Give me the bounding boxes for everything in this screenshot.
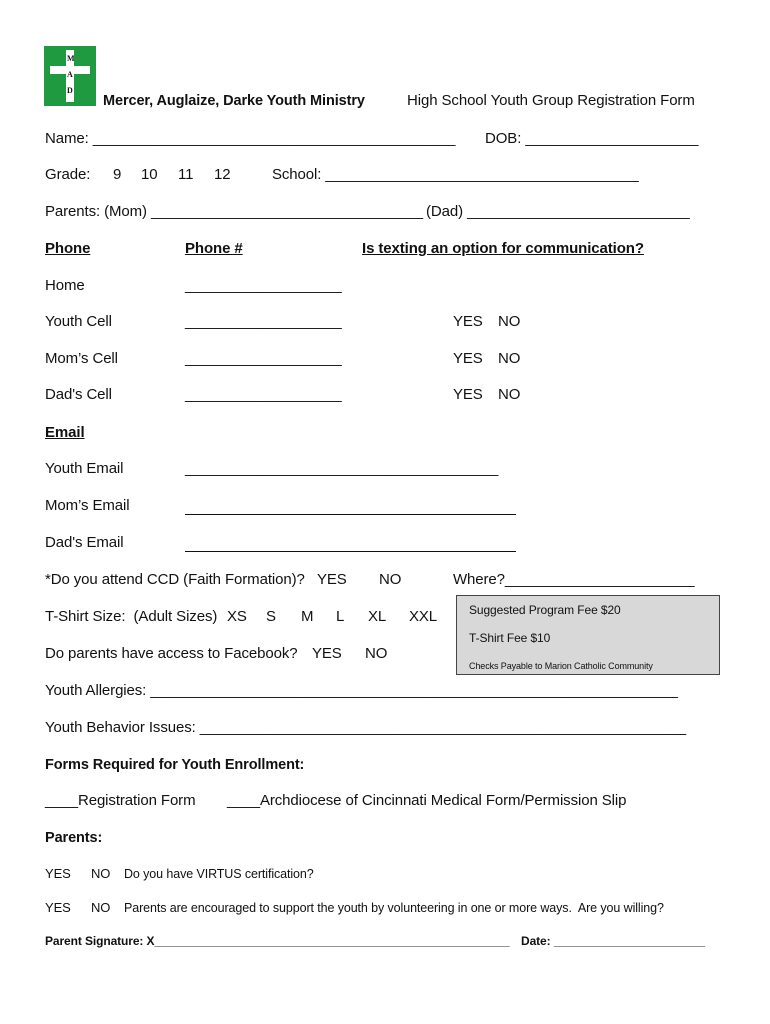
- volunteer-question: Parents are encouraged to support the youth by volunteering in one or more ways. Are you willing?: [124, 901, 664, 915]
- program-fee: Suggested Program Fee $20: [469, 603, 621, 617]
- checks-payable: Checks Payable to Marion Catholic Community: [469, 661, 653, 671]
- virtus-yes[interactable]: YES: [45, 866, 71, 881]
- dad-email-field[interactable]: [185, 551, 516, 552]
- registration-form-check[interactable]: ____Registration Form: [45, 792, 196, 809]
- name-field[interactable]: Name: ____________________________________________: [45, 130, 456, 147]
- virtus-question: Do you have VIRTUS certification?: [124, 867, 314, 881]
- parents-heading: Parents:: [45, 830, 103, 846]
- volunteer-no[interactable]: NO: [91, 900, 111, 915]
- ccd-question: *Do you attend CCD (Faith Formation)?: [45, 571, 305, 588]
- logo-letter-d: D: [67, 86, 73, 95]
- dad-cell-field[interactable]: ___________________: [185, 386, 342, 403]
- ccd-where-field[interactable]: Where?_______________________: [453, 571, 695, 588]
- dad-name-field[interactable]: (Dad) ___________________________: [426, 203, 690, 220]
- tshirt-size-xxl[interactable]: XXL: [409, 608, 438, 625]
- phone-number-heading: Phone #: [185, 240, 243, 257]
- school-field[interactable]: School: ______________________________________: [272, 166, 639, 183]
- phone-heading: Phone: [45, 240, 91, 257]
- dob-field[interactable]: DOB: _____________________: [485, 130, 699, 147]
- tshirt-size-s[interactable]: S: [266, 608, 276, 625]
- allergies-field[interactable]: Youth Allergies: ________________________________________________________________: [45, 682, 678, 699]
- ministry-logo: [44, 46, 96, 106]
- youth-email-field[interactable]: ______________________________________: [185, 460, 499, 477]
- phone-row-dad-cell: Dad's Cell: [45, 386, 112, 403]
- fee-box: [456, 595, 720, 675]
- logo-letter-a: A: [67, 70, 73, 79]
- home-phone-field[interactable]: ___________________: [185, 277, 342, 294]
- phone-row-youth-cell: Youth Cell: [45, 313, 112, 330]
- logo-letter-m: M: [67, 54, 75, 63]
- tshirt-fee: T-Shirt Fee $10: [469, 631, 551, 645]
- mom-email-field[interactable]: [185, 514, 516, 515]
- facebook-no[interactable]: NO: [365, 645, 388, 662]
- youth-cell-no[interactable]: NO: [498, 313, 521, 330]
- facebook-question: Do parents have access to Facebook?: [45, 645, 298, 662]
- youth-cell-field[interactable]: ___________________: [185, 313, 342, 330]
- parent-signature-field[interactable]: Parent Signature: X______________________________________________________: [45, 934, 510, 948]
- mom-cell-yes[interactable]: YES: [453, 350, 483, 367]
- volunteer-yes[interactable]: YES: [45, 900, 71, 915]
- behavior-field[interactable]: Youth Behavior Issues: ___________________________________________________________: [45, 719, 687, 736]
- grade-option-10[interactable]: 10: [141, 166, 158, 183]
- tshirt-size-xl[interactable]: XL: [368, 608, 387, 625]
- facebook-yes[interactable]: YES: [312, 645, 342, 662]
- dad-email-label: Dad's Email: [45, 534, 124, 551]
- tshirt-size-m[interactable]: M: [301, 608, 314, 625]
- mom-cell-field[interactable]: ___________________: [185, 350, 342, 367]
- virtus-no[interactable]: NO: [91, 866, 111, 881]
- email-heading: Email: [45, 424, 85, 441]
- mom-cell-no[interactable]: NO: [498, 350, 521, 367]
- youth-email-label: Youth Email: [45, 460, 124, 477]
- form-title: High School Youth Group Registration Form: [407, 92, 695, 109]
- dad-cell-no[interactable]: NO: [498, 386, 521, 403]
- tshirt-size-l[interactable]: L: [336, 608, 345, 625]
- ccd-no[interactable]: NO: [379, 571, 402, 588]
- youth-cell-yes[interactable]: YES: [453, 313, 483, 330]
- texting-heading: Is texting an option for communication?: [362, 240, 644, 257]
- phone-row-mom-cell: Mom’s Cell: [45, 350, 118, 367]
- grade-option-9[interactable]: 9: [113, 166, 122, 183]
- ministry-name: Mercer, Auglaize, Darke Youth Ministry: [103, 93, 365, 109]
- tshirt-size-xs[interactable]: XS: [227, 608, 247, 625]
- medical-form-check[interactable]: ____Archdiocese of Cincinnati Medical Form/Permission Slip: [227, 792, 627, 809]
- grade-option-11[interactable]: 11: [178, 166, 194, 183]
- dad-cell-yes[interactable]: YES: [453, 386, 483, 403]
- phone-row-home: Home: [45, 277, 85, 294]
- mom-email-label: Mom’s Email: [45, 497, 130, 514]
- mom-name-field[interactable]: Parents: (Mom) _________________________________: [45, 203, 424, 220]
- grade-label: Grade:: [45, 166, 91, 183]
- grade-option-12[interactable]: 12: [214, 166, 231, 183]
- forms-heading: Forms Required for Youth Enrollment:: [45, 757, 305, 773]
- signature-date-field[interactable]: Date: _______________________: [521, 934, 705, 948]
- tshirt-label: T-Shirt Size: (Adult Sizes): [45, 608, 218, 625]
- ccd-yes[interactable]: YES: [317, 571, 347, 588]
